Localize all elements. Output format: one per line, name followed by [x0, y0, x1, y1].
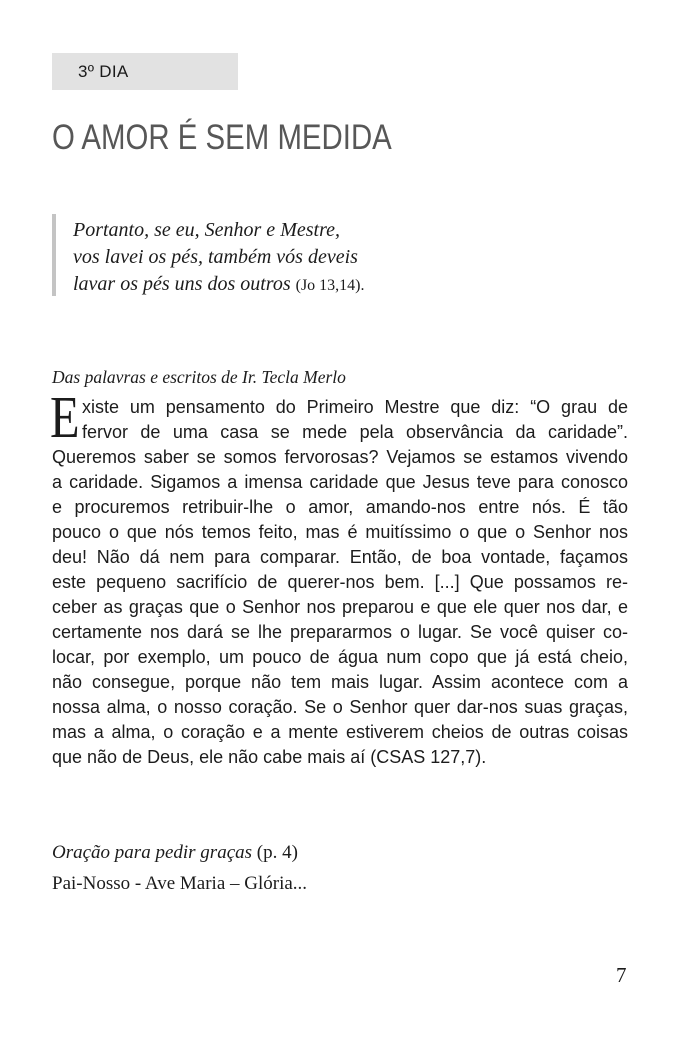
- epigraph-line: Portanto, se eu, Senhor e Mestre,: [73, 219, 340, 241]
- epigraph-line-last: [73, 271, 593, 299]
- body-line: fervor de uma casa se mede pela observância da caridade”.: [82, 422, 628, 442]
- body-line: pouco o que nós temos feito, mas é muitíssimo o que o Senhor nos: [52, 522, 628, 542]
- drop-cap: E: [50, 384, 80, 450]
- epigraph-line-text: lavar os pés uns dos outros: [73, 273, 291, 295]
- body-line: nossa alma, o nosso coração. Se o Senhor quer dar-nos suas graças,: [52, 697, 628, 717]
- prayer-page-ref: (p. 4): [256, 842, 298, 863]
- day-header-box: [52, 53, 238, 90]
- prayer-title: Oração para pedir graças: [52, 842, 253, 863]
- epigraph: [73, 217, 593, 299]
- body-paragraph: [52, 395, 628, 770]
- prayer-label: [52, 840, 298, 866]
- body-line: xiste um pensamento do Primeiro Mestre que diz: “O grau de: [82, 397, 628, 417]
- body-line: ceber as graças que o Senhor nos preparou e que ele quer nos dar, e: [52, 597, 628, 617]
- body-line: este pequeno sacrifício de querer-nos bem. [...] Que possamos re-: [52, 572, 628, 592]
- epigraph-line: vos lavei os pés, também vós deveis: [73, 246, 358, 268]
- day-label: 3º DIA: [78, 62, 129, 81]
- page-number: 7: [616, 963, 627, 987]
- body-line: e procuremos retribuir-lhe o amor, amando-nos entre nós. É tão: [52, 497, 628, 517]
- source-attribution: Das palavras e escritos de Ir. Tecla Merlo: [52, 367, 346, 387]
- body-line: não consegue, porque não tem mais lugar. Assim acontece com a: [52, 672, 628, 692]
- body-line: que não de Deus, ele não cabe mais aí (CSAS 127,7).: [52, 747, 487, 767]
- epigraph-citation: (Jo 13,14).: [295, 277, 365, 294]
- prayer-list: Pai-Nosso - Ave Maria – Glória...: [52, 873, 308, 894]
- body-line: a caridade. Sigamos a imensa caridade que Jesus teve para conosco: [52, 472, 628, 492]
- epigraph-bar: [52, 214, 56, 296]
- body-line: deu! Não dá nem para comparar. Então, de boa vontade, façamos: [52, 547, 628, 567]
- chapter-title: O AMOR É SEM MEDIDA: [52, 118, 392, 157]
- body-line: Queremos saber se somos fervorosas? Vejamos se estamos vivendo: [52, 447, 628, 467]
- body-line: certamente nos dará se lhe prepararmos o lugar. Se você quiser co-: [52, 622, 628, 642]
- body-line: locar, por exemplo, um pouco de água num copo que já está cheio,: [52, 647, 628, 667]
- body-line: mas a alma, o coração e a mente estiverem cheios de outras coisas: [52, 722, 628, 742]
